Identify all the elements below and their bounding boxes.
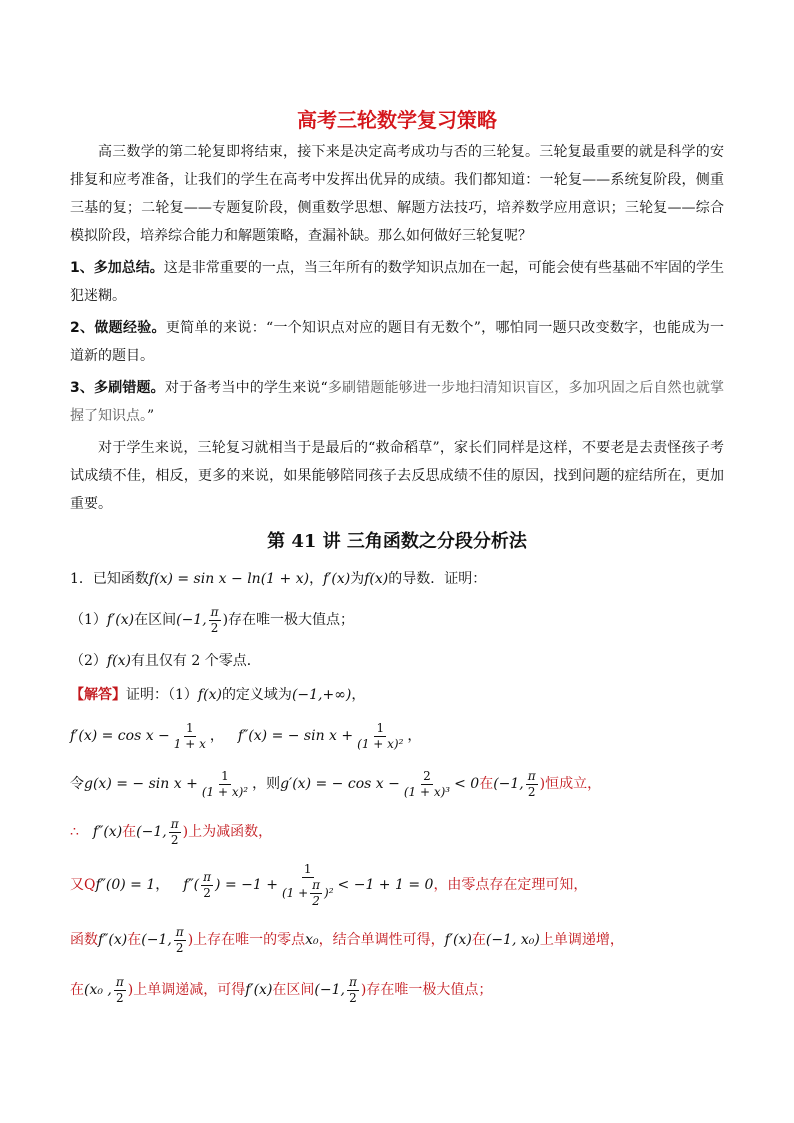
- problem-stem: [70, 562, 724, 596]
- closing-paragraph: 对于学生来说，三轮复习就相当于是最后的“救命稻草”，家长们同样是这样，不要老是去责怪孩子考试成绩不佳，相反，更多的来说，如果能够陪同孩子去反思成绩不佳的原因，找到问题的症结所在，更加重要。: [70, 440, 724, 512]
- solution-7-interval-2: (−1,: [314, 982, 345, 998]
- fraction-numerator: 1: [186, 720, 194, 735]
- solution-4-b: 在: [122, 824, 137, 840]
- nested-fraction: [280, 862, 336, 909]
- intro-paragraph: 高三数学的第二轮复即将结束，接下来是决定高考成功与否的三轮复。三轮复最重要的就是科学的安排复和应考准备，让我们的学生在高考中发挥出优异的成绩。我们都知道：一轮复——系统复阶段，侧重三基的复；二轮复——专题复阶段，侧重数学思想、解题方法技巧，培养数学应用意识；三轮复——综合模拟阶段，培养综合能力和解题策略，查漏补缺。那么如何做好三轮复呢？: [70, 144, 724, 244]
- fraction-denominator: 1 + x: [173, 736, 206, 751]
- point-3: [70, 374, 724, 430]
- solution-line-3: [70, 760, 724, 808]
- fraction-one-over-square: [200, 769, 250, 800]
- part-2-text: 有且仅有 2 个零点．: [130, 653, 261, 669]
- nested-den-close: )²: [324, 885, 334, 900]
- solution-5-e: ，由零点存在定理可知，: [433, 877, 588, 893]
- second-derivative-expr: f″(x) = − sin x +: [237, 728, 354, 744]
- part-1-prefix: （1）: [70, 612, 107, 628]
- point-2: [70, 314, 724, 370]
- point-3-text-prefix: 对于备考当中的学生来说“: [164, 380, 328, 396]
- solution-line-5: [70, 856, 724, 914]
- fraction-denominator: 2: [210, 620, 219, 635]
- problem-stem-mid2: 为: [350, 571, 365, 587]
- pi-over-two-fraction: [347, 975, 359, 1006]
- solution-6-derivative: f′(x): [444, 932, 472, 948]
- part-1-function: f′(x): [106, 612, 135, 628]
- solution-6-a: 函数: [70, 932, 98, 948]
- nested-den-open: (1 +: [281, 885, 309, 900]
- fraction-numerator: π: [312, 877, 321, 892]
- solution-3-c: < 0: [454, 776, 480, 792]
- fraction-denominator: (1 + x)³: [403, 784, 451, 799]
- problem-function-short: f(x): [364, 571, 389, 587]
- solution-6-b: 在: [127, 932, 142, 948]
- problem-stem-suffix: 的导数．证明：: [388, 571, 487, 587]
- point-1: [70, 254, 724, 310]
- fraction-numerator: π: [210, 604, 219, 619]
- solution-7-b: )上单调递减，可得: [127, 982, 246, 998]
- lecture-title: 第 41 讲 三角函数之分段分析法: [267, 531, 527, 552]
- solution-7-a: 在: [70, 982, 84, 998]
- fraction-numerator: 1: [303, 861, 312, 876]
- solution-line-6: [70, 914, 724, 966]
- fraction-numerator: 1: [221, 768, 229, 783]
- point-1-text: 这是非常重要的一点，当三年所有的数学知识点加在一起，可能会使有些基础不牢固的学生犯迷糊。: [70, 260, 724, 304]
- solution-7-c: 在区间: [272, 982, 315, 998]
- fraction-denominator: 2: [312, 893, 320, 908]
- solution-6-interval: (−1,: [141, 932, 172, 948]
- problem-stem-prefix: 1．已知函数: [70, 571, 149, 587]
- solution-line-2: [70, 712, 724, 760]
- first-derivative-expr: f′(x) = cos x −: [70, 728, 170, 744]
- problem-function: f(x) = sin x − ln(1 + x): [148, 571, 310, 587]
- fraction-numerator: 2: [423, 768, 431, 783]
- therefore-symbol: ∴: [70, 824, 79, 840]
- solution-3-a: 令: [70, 776, 84, 792]
- fraction-denominator: 2: [527, 784, 536, 799]
- point-2-text: 更简单的来说：“一个知识点对应的题目有无数个”，哪怕同一题只改变数字，也能成为一道新的题目。: [70, 320, 725, 364]
- solution-7-d: )存在唯一极大值点；: [360, 982, 493, 998]
- fraction-denominator: 2: [203, 885, 211, 900]
- point-2-heading: 2、做题经验。: [70, 320, 166, 336]
- pi-over-two-fraction: [174, 925, 186, 956]
- solution-6-c: )上存在唯一的零点: [187, 932, 306, 948]
- fraction-numerator: π: [115, 974, 124, 989]
- solution-3-d: 在: [479, 776, 494, 792]
- fraction-numerator: π: [203, 869, 212, 884]
- point-3-text-suffix: ”: [147, 408, 155, 424]
- pi-over-two-fraction: [209, 605, 221, 636]
- zero-point-x0: x₀: [305, 932, 319, 948]
- problem-part-2: [70, 644, 724, 678]
- part-1-interval-left: (−1,: [176, 612, 207, 628]
- solution-5-d: < −1 + 1 = 0: [337, 877, 434, 893]
- solution-line-4: [70, 808, 724, 856]
- solution-7-interval: (x₀ ,: [84, 982, 112, 998]
- solution-1-function: f(x): [197, 687, 222, 703]
- solution-1-domain: (−1,+∞): [291, 687, 352, 703]
- pi-over-two-fraction: [169, 817, 181, 848]
- solution-3-e: )恒成立，: [539, 776, 602, 792]
- fraction-denominator: 2: [349, 990, 357, 1005]
- solution-1-b: 的定义域为: [221, 687, 292, 703]
- part-1-text-b: 存在唯一极大值点；: [228, 612, 355, 628]
- solution-6-interval-2: (−1, x₀): [485, 932, 540, 948]
- solution-4-interval: (−1,: [136, 824, 167, 840]
- fraction-denominator: (1 + x)²: [357, 736, 404, 751]
- part-1-text-a: 在区间: [134, 612, 177, 628]
- pi-over-two-fraction: [526, 769, 538, 800]
- solution-1-c: ，: [351, 687, 366, 703]
- point-3-quote: 多刷错题能够进一步地扫清知识盲区，多加巩固之后自然也就掌握了知识点。: [70, 380, 724, 424]
- solution-6-function: f″(x): [98, 932, 128, 948]
- problem-derivative: f′(x): [323, 571, 351, 587]
- fraction-denominator: 2: [170, 832, 179, 847]
- solution-line-1: [70, 678, 724, 712]
- solution-6-d: ，结合单调性可得，: [318, 932, 445, 948]
- fraction-denominator: [280, 878, 336, 909]
- solution-5-c: ) = −1 +: [215, 877, 278, 893]
- solution-5-sep: ，: [155, 877, 170, 893]
- fraction-denominator: (1 + x)²: [201, 784, 249, 799]
- fraction-denominator: 2: [175, 940, 184, 955]
- fraction-numerator: 1: [376, 720, 385, 735]
- solution-2-sep: ，: [209, 728, 224, 744]
- solution-tag: 【解答】: [70, 687, 126, 703]
- point-3-heading: 3、多刷错题。: [70, 380, 165, 396]
- problem-stem-mid: ，: [309, 571, 324, 587]
- solution-1-a: 证明：（1）: [126, 687, 198, 703]
- solution-5-a: 又Q: [70, 877, 96, 893]
- solution-4-function: f″(x): [92, 824, 123, 840]
- part-2-function: f(x): [106, 653, 131, 669]
- solution-5-b: f″(: [183, 877, 200, 893]
- fraction-numerator: π: [527, 768, 536, 783]
- pi-over-two-fraction: [201, 870, 213, 901]
- fraction-numerator: π: [175, 924, 184, 939]
- g-function-expr: g(x) = − sin x +: [84, 776, 198, 792]
- part-2-prefix: （2）: [70, 653, 107, 669]
- pi-over-two-fraction: [310, 878, 322, 909]
- solution-7-derivative: f′(x): [245, 982, 273, 998]
- pi-over-two-fraction: [114, 975, 126, 1006]
- part-1-interval-right: ): [222, 612, 229, 628]
- f-second-at-zero: f″(0) = 1: [95, 877, 156, 893]
- point-1-heading: 1、多加总结。: [70, 260, 164, 276]
- solution-3-interval: (−1,: [493, 776, 524, 792]
- fraction-one-over-square: [355, 721, 405, 752]
- problem-part-1: [70, 596, 724, 644]
- document-title: 高考三轮数学复习策略: [297, 108, 497, 132]
- fraction-numerator: π: [170, 816, 179, 831]
- document-page: [70, 100, 724, 1014]
- solution-3-b: ，则: [252, 776, 281, 792]
- fraction-numerator: π: [348, 974, 357, 989]
- solution-line-7: [70, 966, 724, 1014]
- fraction-denominator: 2: [116, 990, 124, 1005]
- solution-6-g: 上单调递增，: [539, 932, 624, 948]
- solution-4-c: )上为减函数，: [182, 824, 273, 840]
- solution-2-c: ，: [407, 728, 422, 744]
- solution-6-e: 在: [471, 932, 486, 948]
- fraction-one-over-one-plus-x: [172, 721, 208, 752]
- g-derivative-expr: g′(x) = − cos x −: [280, 776, 400, 792]
- fraction-two-over-cube: [402, 769, 452, 800]
